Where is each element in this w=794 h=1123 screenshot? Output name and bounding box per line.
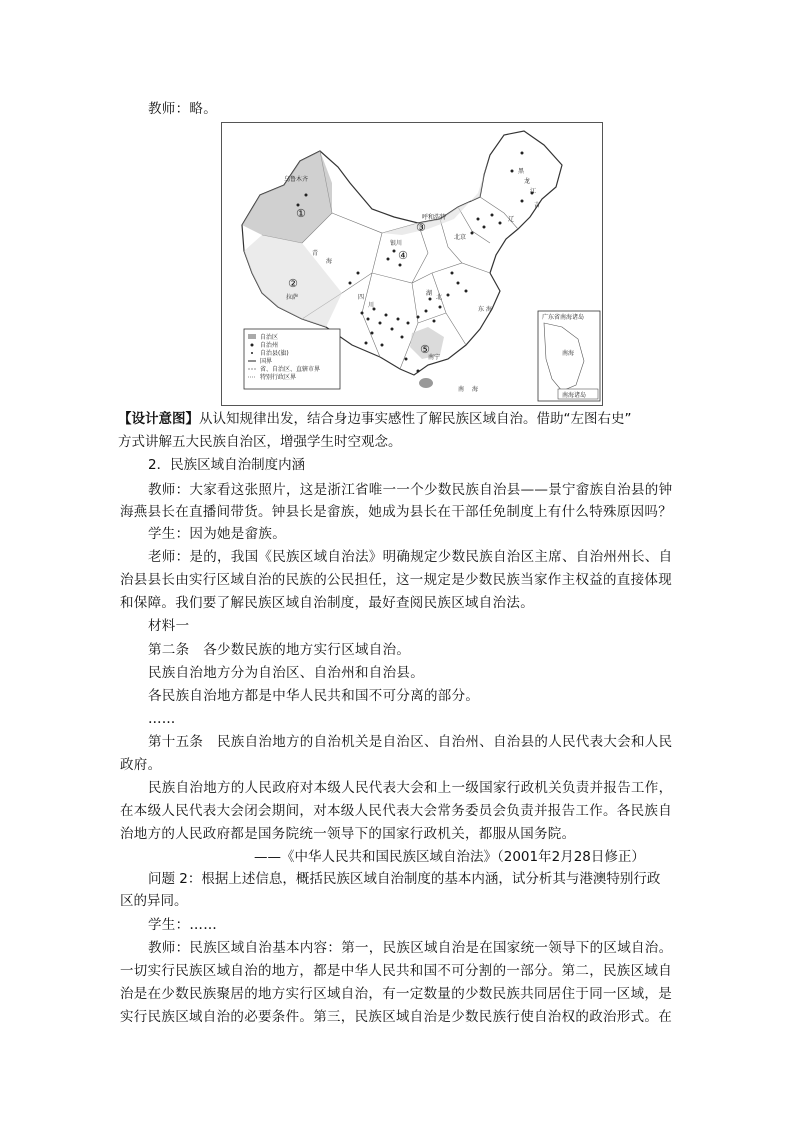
label-qing: 青 xyxy=(312,250,319,257)
label-hu: 湖 xyxy=(426,290,433,297)
region-number-4: ④ xyxy=(398,249,408,262)
south-china-sea-inset xyxy=(538,311,600,401)
answer-line: 教师：民族区域自治基本内容：第一，民族区域自治是在国家统一领导下的区域自治。 xyxy=(148,940,673,956)
material-line: 民族自治地方分为自治区、自治州和自治县。 xyxy=(148,665,424,681)
legend-province-border: 省、自治区、直辖市界 xyxy=(260,366,321,373)
city-hohhot: 呼和浩特 xyxy=(422,214,447,221)
region-number-5: ⑤ xyxy=(420,343,430,356)
dialogue-line: 老师：是的，我国《民族区域自治法》明确规定少数民族自治区主席、自治州州长、自 xyxy=(148,549,673,565)
dialogue-line: 海燕县长在直播间带货。钟县长是畲族，她成为县长在干部任免制度上有什么特殊原因吗？ xyxy=(120,504,672,520)
inset-sea-label: 南海 xyxy=(562,350,575,357)
city-yinchuan: 银川 xyxy=(390,240,403,247)
map-legend xyxy=(244,329,340,389)
answer-line: 实行民族区域自治的必要条件。第三，民族区域自治是少数民族行使自治权的政治形式。在 xyxy=(120,1009,672,1025)
label-bei: 北 xyxy=(436,294,443,301)
map-graphic xyxy=(222,123,602,405)
material-line: 治地方的人民政府都是国务院统一领导下的国家行政机关，都服从国务院。 xyxy=(120,826,576,842)
design-intent-text-1: 从认知规律出发，结合身边事实感性了解民族区域自治。借助“左图右史” xyxy=(199,411,632,427)
answer-line: 治是在少数民族聚居的地方实行区域自治，有一定数量的少数民族共同居住于同一区域，是 xyxy=(120,986,672,1002)
material-line: 政府。 xyxy=(120,757,162,773)
legend-sar-border: 特别行政区界 xyxy=(260,374,297,381)
material-line: …… xyxy=(148,711,176,727)
region-number-2: ② xyxy=(288,277,298,290)
legend-autonomous-prefecture: 自治州 xyxy=(260,342,279,349)
region-number-3: ③ xyxy=(416,221,426,234)
dialogue-line: 和保障。我们要了解民族区域自治制度，最好查阅民族区域自治法。 xyxy=(120,595,534,611)
city-urumqi: 乌鲁木齐 xyxy=(284,176,309,183)
label-hei: 黑 xyxy=(518,168,525,175)
design-intent-line-2: 方式讲解五大民族自治区，增强学生时空观念。 xyxy=(118,434,402,450)
label-liao: 辽 xyxy=(508,216,515,223)
material-line: 第二条 各少数民族的地方实行区域自治。 xyxy=(148,642,411,658)
label-ji: 吉 xyxy=(534,202,541,209)
material-line: 在本级人民代表大会闭会期间，对本级人民代表大会常务委员会负责并报告工作。各民族自 xyxy=(120,803,672,819)
material-source: ——《中华人民共和国民族区域自治法》（2001年2月28日修正） xyxy=(254,849,645,865)
dialogue-line: 教师：大家看这张照片，这是浙江省唯一一个少数民族自治县——景宁畲族自治县的钟 xyxy=(148,482,673,498)
china-autonomous-regions-map xyxy=(221,122,603,406)
label-nan: 南 xyxy=(458,386,465,393)
city-nanning: 南宁 xyxy=(428,354,441,361)
dialogue-line: 学生：因为她是畲族。 xyxy=(148,526,286,542)
label-hai: 海 xyxy=(326,258,333,265)
label-chuan: 川 xyxy=(368,302,375,309)
city-lhasa: 拉萨 xyxy=(286,294,299,301)
city-beijing: 北京 xyxy=(454,234,467,241)
teacher-omitted-line: 教师：略。 xyxy=(148,101,217,117)
material-line: 各民族自治地方都是中华人民共和国不可分离的部分。 xyxy=(148,688,480,704)
region-number-1: ① xyxy=(296,207,306,220)
material-line: 民族自治地方的人民政府对本级人民代表大会和上一级国家行政机关负责并报告工作， xyxy=(148,780,673,796)
inset-label: 南海诸岛 xyxy=(562,392,587,399)
section-2-heading: 2．民族区域自治制度内涵 xyxy=(148,457,306,473)
legend-national-border: 国界 xyxy=(260,358,273,365)
question-2-line-1: 问题 2：根据上述信息，概括民族区域自治制度的基本内涵，试分析其与港澳特别行政 xyxy=(148,871,661,887)
label-jiang: 江 xyxy=(530,188,537,195)
label-dong: 东 xyxy=(478,306,485,313)
design-intent-line-1 xyxy=(118,410,632,428)
material-line: 第十五条 民族自治地方的自治机关是自治区、自治州、自治县的人民代表大会和人民 xyxy=(148,734,673,750)
material-title: 材料一 xyxy=(148,618,190,634)
hainan-island xyxy=(419,378,433,388)
answer-line: 学生：…… xyxy=(148,917,217,933)
label-nan-hai: 海 xyxy=(472,386,479,393)
label-long: 龙 xyxy=(524,178,531,185)
legend-autonomous-region: 自治区 xyxy=(260,334,279,341)
label-dong-hai: 海 xyxy=(486,306,493,313)
question-2-line-2: 区的异同。 xyxy=(120,893,188,909)
design-intent-label: 【设计意图】 xyxy=(118,411,199,427)
legend-autonomous-county: 自治县(旗) xyxy=(260,350,289,357)
dialogue-line: 治县县长由实行区域自治的民族的公民担任，这一规定是少数民族当家作主权益的直接体现 xyxy=(120,572,672,588)
answer-line: 一切实行民族区域自治的地方，都是中华人民共和国不可分割的一部分。第二，民族区域自 xyxy=(120,963,672,979)
inset-title: 广东省南海诸岛 xyxy=(542,314,585,321)
label-si: 四 xyxy=(358,294,365,301)
